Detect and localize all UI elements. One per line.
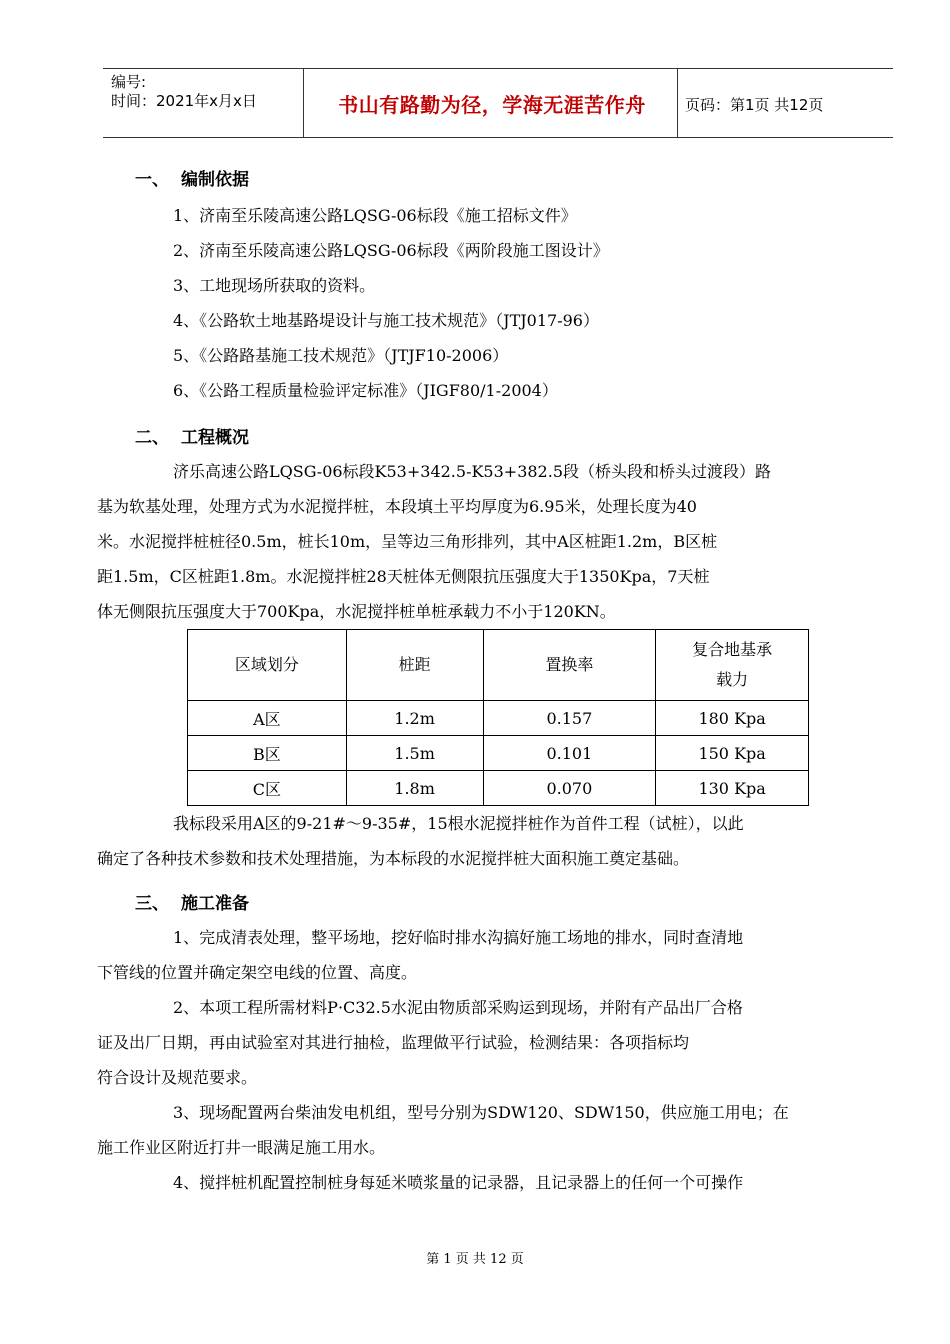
paragraph-line: 2、本项工程所需材料P·C32.5水泥由物质部采购运到现场，并附有产品出厂合格 [173, 998, 743, 1017]
header-line: 载力 [716, 670, 749, 689]
list-item: 3、工地现场所获取的资料。 [173, 276, 376, 295]
table-header-cell: 区域划分 [188, 630, 347, 701]
paragraph-line: 1、完成清表处理，整平场地，挖好临时排水沟搞好施工场地的排水，同时查清地 [173, 928, 744, 947]
paragraph [97, 990, 861, 1095]
paragraph-line: 体无侧限抗压强度大于700Kpa，水泥搅拌桩单桩承载力不小于120KN。 [97, 602, 616, 621]
paragraph-line: 基为软基处理，处理方式为水泥搅拌桩，本段填土平均厚度为6.95米，处理长度为40 [97, 497, 697, 516]
paragraph-line: 符合设计及规范要求。 [97, 1068, 258, 1087]
section-number: 二、 [135, 428, 169, 448]
header-motto: 书山有路勤为径，学海无涯苦作舟 [338, 93, 646, 117]
table-cell: 1.8m [346, 771, 483, 806]
table-row [188, 701, 809, 736]
table-row [188, 736, 809, 771]
table-cell: 1.5m [346, 736, 483, 771]
header-page-label: 页码：第1页 共12页 [685, 96, 824, 114]
list-item: 6、《公路工程质量检验评定标准》（JIGF80/1-2004） [173, 381, 558, 400]
paragraph-line: 3、现场配置两台柴油发电机组，型号分别为SDW120、SDW150，供应施工用电；在 [173, 1103, 789, 1122]
document-number-label: 编号: [111, 73, 147, 91]
paragraph-line: 证及出厂日期，再由试验室对其进行抽检，监理做平行试验，检测结果：各项指标均 [97, 1033, 690, 1052]
table-header-cell [656, 630, 809, 701]
section-heading [135, 892, 861, 916]
paragraph-line: 济乐高速公路LQSG-06标段K53+342.5-K53+382.5段（桥头段和桥头过渡段）路 [173, 462, 772, 481]
table-header-cell: 置换率 [483, 630, 656, 701]
section-number: 一、 [135, 170, 169, 190]
header-divider [303, 69, 304, 137]
section-heading [135, 168, 861, 192]
section-title: 工程概况 [181, 428, 249, 448]
table-cell: 0.157 [483, 701, 656, 736]
paragraph [97, 920, 861, 990]
paragraph-line: 距1.5m，C区桩距1.8m。水泥搅拌桩28天桩体无侧限抗压强度大于1350Kpa，7天桩 [97, 567, 710, 586]
table-row [188, 771, 809, 806]
section-title: 编制依据 [181, 170, 249, 190]
list-item: 1、济南至乐陵高速公路LQSG-06标段《施工招标文件》 [173, 206, 577, 225]
paragraph-line: 下管线的位置并确定架空电线的位置、高度。 [97, 963, 418, 982]
table-cell: 130 Kpa [656, 771, 809, 806]
table-cell: 0.101 [483, 736, 656, 771]
document-time-label: 时间：2021年x月x日 [111, 92, 257, 110]
table-cell: 0.070 [483, 771, 656, 806]
paragraph [97, 454, 861, 629]
table-header-row [188, 630, 809, 701]
paragraph-line: 米。水泥搅拌桩桩径0.5m，桩长10m，呈等边三角形排列，其中A区桩距1.2m，B区桩 [97, 532, 718, 551]
header-line: 复合地基承 [692, 640, 773, 659]
paragraph-line: 施工作业区附近打井一眼满足施工用水。 [97, 1138, 386, 1157]
header-divider [677, 69, 678, 137]
header-meta [111, 73, 257, 111]
paragraph-line: 我标段采用A区的9-21#～9-35#，15根水泥搅拌桩作为首件工程（试桩），以此 [173, 814, 744, 833]
section-title: 施工准备 [181, 894, 249, 914]
paragraph-line: 4、搅拌桩机配置控制桩身每延米喷浆量的记录器，且记录器上的任何一个可操作 [173, 1173, 744, 1192]
table-cell: 150 Kpa [656, 736, 809, 771]
document-body [97, 168, 861, 1200]
table-cell: A区 [188, 701, 347, 736]
pile-spacing-table [187, 629, 809, 806]
paragraph [135, 1165, 861, 1200]
paragraph-line: 确定了各种技术参数和技术处理措施，为本标段的水泥搅拌桩大面积施工奠定基础。 [97, 849, 690, 868]
list-item: 5、《公路路基施工技术规范》（JTJF10-2006） [173, 346, 509, 365]
table-cell: C区 [188, 771, 347, 806]
list-item: 4、《公路软土地基路堤设计与施工技术规范》（JTJ017-96） [173, 311, 599, 330]
paragraph [97, 806, 861, 876]
list-item: 2、济南至乐陵高速公路LQSG-06标段《两阶段施工图设计》 [173, 241, 609, 260]
table-cell: B区 [188, 736, 347, 771]
section-number: 三、 [135, 894, 169, 914]
table-cell: 1.2m [346, 701, 483, 736]
page-footer: 第 1 页 共 12 页 [426, 1252, 524, 1267]
page-header [103, 68, 893, 138]
section-heading [135, 426, 861, 450]
paragraph [97, 1095, 861, 1165]
table-header-cell: 桩距 [346, 630, 483, 701]
table-cell: 180 Kpa [656, 701, 809, 736]
